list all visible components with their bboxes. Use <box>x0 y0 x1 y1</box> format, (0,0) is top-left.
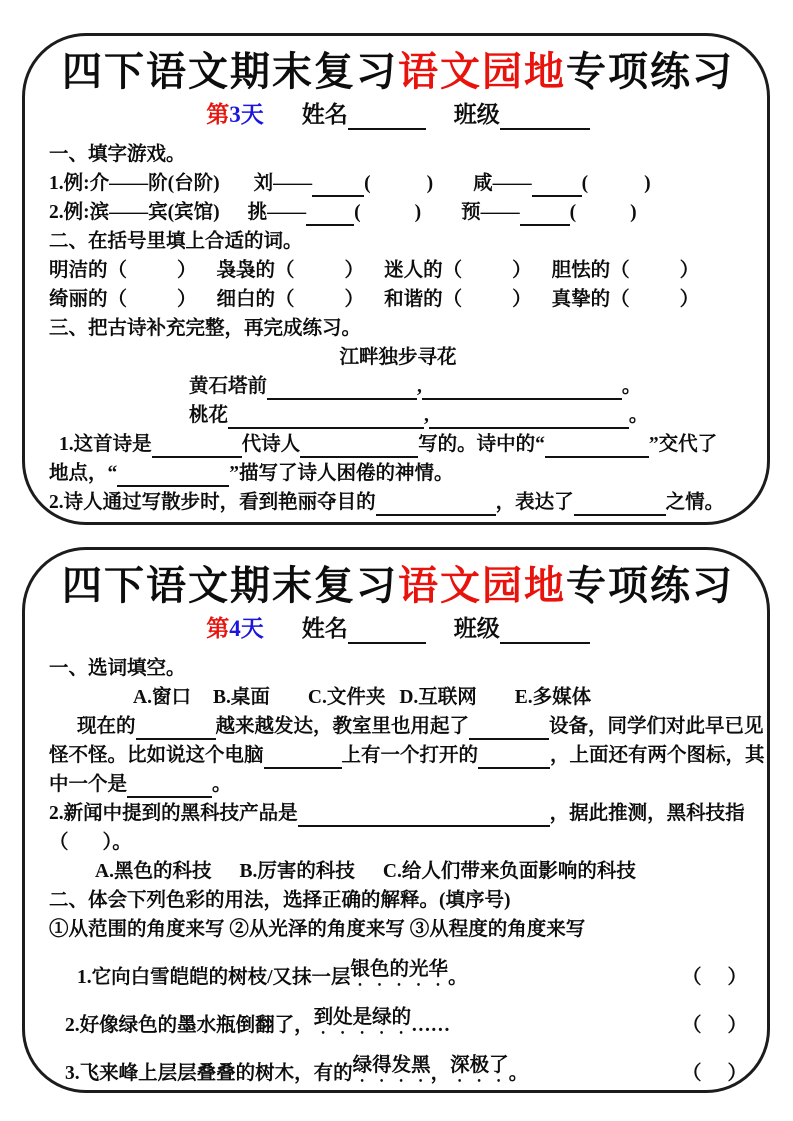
text-run: 专项练习 <box>566 563 734 608</box>
line-main <box>49 772 232 798</box>
text-run: ”交代了 <box>648 434 718 455</box>
text-run: ， <box>430 1063 451 1084</box>
text-run: 2.好像绿色的墨水瓶倒翻了， <box>65 1015 314 1036</box>
text-run: ）。 <box>102 832 132 853</box>
line-main <box>339 345 456 371</box>
text-run: （ <box>681 1063 702 1084</box>
text-run: 一、填字游戏。 <box>49 144 186 165</box>
fill-blank <box>422 378 622 400</box>
line-main <box>49 200 637 226</box>
worksheet-line <box>49 316 747 342</box>
fill-blank <box>312 175 364 197</box>
line-main <box>49 917 585 943</box>
fill-blank <box>348 618 426 644</box>
text-run: ①从范围的角度来写 ②从光泽的角度来写 ③从程度的角度来写 <box>49 919 586 940</box>
fill-blank <box>478 747 550 769</box>
page-title <box>49 48 747 96</box>
worksheet-line <box>49 917 747 943</box>
text-run: 四下语文期末复习 <box>62 49 398 94</box>
text-run: B.桌面 <box>212 687 270 708</box>
subtitle-line <box>49 614 747 644</box>
text-run: ） <box>177 289 197 310</box>
worksheet-line <box>49 1053 747 1087</box>
text-run: 二、在括号里填上合适的词。 <box>49 231 303 252</box>
line-main <box>49 830 132 856</box>
text-run: ） <box>727 1063 747 1084</box>
line-main <box>133 685 591 711</box>
text-run: 。 <box>508 1063 529 1084</box>
worksheet-line <box>49 1005 747 1039</box>
text-run: C.给人们带来负面影响的科技 <box>382 861 636 882</box>
worksheet-line <box>49 142 747 168</box>
text-run: ） <box>679 260 700 281</box>
line-main <box>49 743 765 769</box>
line-main <box>49 461 454 487</box>
text-run: 第 <box>206 102 230 127</box>
text-run: 挑—— <box>247 202 307 223</box>
fill-blank <box>500 104 590 130</box>
fill-blank <box>264 747 342 769</box>
worksheet-line <box>49 461 747 487</box>
text-run: A.窗口 <box>133 687 191 708</box>
fill-blank <box>348 104 426 130</box>
text-run: ） <box>344 260 365 281</box>
worksheet-line <box>49 200 747 226</box>
fill-blank <box>500 618 590 644</box>
worksheet-line <box>49 403 747 429</box>
text-run: C.文件夹 <box>307 687 386 708</box>
fill-blank <box>532 175 582 197</box>
text-run: 上有一个打开的 <box>341 745 479 766</box>
line-main <box>49 142 186 168</box>
text-run: , <box>417 376 422 397</box>
text-run: 2.诗人通过写散步时，看到艳丽夺目的 <box>49 492 376 513</box>
text-run: 二、体会下列色彩的用法，选择正确的解释。(填序号) <box>49 890 511 911</box>
text-run: 2.例:滨——宾(宾馆) <box>49 202 220 223</box>
text-run: 真挚的（ <box>551 289 630 310</box>
text-run: 专项练习 <box>566 49 734 94</box>
subtitle-line <box>49 100 747 130</box>
text-run: 。 <box>628 405 649 426</box>
worksheet-line <box>49 287 747 313</box>
text-run: 班级 <box>453 616 500 641</box>
worksheet-line <box>49 772 747 798</box>
fill-blank <box>300 436 418 458</box>
text-run: 代诗人 <box>241 434 301 455</box>
text-run: 胆怯的（ <box>551 260 630 281</box>
text-run: ） <box>727 1015 747 1036</box>
emphasized-text: 深极了 <box>450 1055 509 1076</box>
text-run: 一、选词填空。 <box>49 658 186 679</box>
text-run: 3天 <box>229 102 264 127</box>
text-run: ） <box>344 289 365 310</box>
text-run: 之情。 <box>665 492 725 513</box>
worksheet-line <box>49 490 747 516</box>
worksheet-card-day3 <box>22 33 770 525</box>
line-main <box>49 888 511 914</box>
worksheet-line <box>49 685 747 711</box>
text-run: ) <box>414 202 422 223</box>
fill-blank <box>545 436 649 458</box>
text-run: 4天 <box>229 616 264 641</box>
line-main <box>49 801 745 827</box>
text-run: 语文园地 <box>398 563 566 608</box>
text-run: ) <box>644 173 651 194</box>
text-run: 黄石塔前 <box>189 376 268 397</box>
text-run: ，表达了 <box>495 492 574 513</box>
text-run: 刘—— <box>253 173 313 194</box>
worksheet-line <box>49 345 747 371</box>
fill-blank <box>127 776 212 798</box>
worksheet-line <box>49 830 747 856</box>
text-run: ） <box>512 260 532 281</box>
text-run: 绮丽的（ <box>49 289 128 310</box>
emphasized-text: 绿得发黑 <box>352 1055 431 1076</box>
text-run: ） <box>679 289 700 310</box>
text-run: ( <box>569 202 577 223</box>
text-run: 1.它向白雪皑皑的树枝/又抹一层 <box>77 967 351 988</box>
text-run: , <box>424 405 429 426</box>
text-run: 3.飞来峰上层层叠叠的树木，有的 <box>65 1063 353 1084</box>
text-run: D.互联网 <box>399 687 477 708</box>
fill-blank <box>228 407 424 429</box>
text-run: 。 <box>212 774 232 795</box>
text-run: ） <box>177 260 197 281</box>
worksheet-line <box>49 656 747 682</box>
text-run: 细白的（ <box>216 289 295 310</box>
worksheet-line <box>49 888 747 914</box>
fill-blank <box>298 805 550 827</box>
text-run: 四下语文期末复习 <box>62 563 398 608</box>
text-run: ) <box>630 202 637 223</box>
text-run: 姓名 <box>301 102 348 127</box>
worksheet-line <box>49 258 747 284</box>
worksheet-line <box>49 957 747 991</box>
fill-blank <box>306 204 354 226</box>
text-run: ) <box>426 173 434 194</box>
text-run: 江畔独步寻花 <box>339 347 457 368</box>
text-run: 1.例:介——阶(台阶) <box>49 173 220 194</box>
fill-blank <box>429 407 629 429</box>
text-run: 越来越发达，教室里也用起了 <box>215 716 470 737</box>
text-run: E.多媒体 <box>514 687 592 708</box>
text-run: 。 <box>621 376 642 397</box>
text-run: （ <box>681 967 702 988</box>
line-main <box>49 171 651 197</box>
fill-blank <box>376 494 496 516</box>
text-run: ） <box>512 289 532 310</box>
text-run: 第 <box>206 616 230 641</box>
line-main <box>95 859 636 885</box>
text-run: A.黑色的科技 <box>95 861 212 882</box>
text-run: ，上面还有两个图标，其 <box>550 745 765 766</box>
text-run: 。 <box>448 967 468 988</box>
line-main <box>77 957 468 991</box>
worksheet-card-day4 <box>22 547 770 1093</box>
emphasized-text: 银色的光华 <box>350 959 449 980</box>
text-run: 怪不怪。比如说这个电脑 <box>49 745 264 766</box>
worksheet-line <box>49 171 747 197</box>
text-run: 1.这首诗是 <box>59 434 152 455</box>
worksheet-line <box>49 229 747 255</box>
line-main <box>65 1005 450 1039</box>
text-run: ，据此推测，黑科技指 <box>549 803 745 824</box>
text-run: 地点，“ <box>49 463 118 484</box>
text-run: ( <box>354 202 361 223</box>
answer-parens <box>682 965 747 991</box>
text-run: 袅袅的（ <box>216 260 295 281</box>
line-main <box>49 490 724 516</box>
line-main <box>189 403 648 429</box>
text-run: 明洁的（ <box>49 260 128 281</box>
worksheet-line <box>49 374 747 400</box>
text-run: ） <box>727 967 747 988</box>
worksheet-line <box>49 432 747 458</box>
fill-blank <box>469 718 549 740</box>
line-main <box>49 656 186 682</box>
line-main <box>189 374 641 400</box>
fill-blank <box>117 465 229 487</box>
text-run: 姓名 <box>301 616 348 641</box>
fill-blank <box>574 494 666 516</box>
line-main <box>49 258 699 284</box>
line-main <box>49 229 303 255</box>
text-run: 班级 <box>453 102 500 127</box>
worksheet-line <box>49 801 747 827</box>
worksheet-line <box>49 743 765 769</box>
page-title <box>49 562 747 610</box>
text-run: 2.新闻中提到的黑科技产品是 <box>49 803 298 824</box>
fill-blank <box>152 436 242 458</box>
answer-parens <box>682 1061 747 1087</box>
answer-parens <box>682 1013 747 1039</box>
worksheet-line <box>49 859 747 885</box>
line-main <box>49 316 361 342</box>
text-run: 桃花 <box>189 405 229 426</box>
text-run: ( <box>364 173 371 194</box>
fill-blank <box>267 378 417 400</box>
emphasized-text: 到处是绿的 <box>313 1007 412 1028</box>
worksheet-line <box>49 714 764 740</box>
text-run: 中一个是 <box>49 774 128 795</box>
text-run: 设备，同学们对此早已见 <box>549 716 764 737</box>
line-main <box>77 714 764 740</box>
text-run: 咸—— <box>473 173 532 194</box>
text-run: …… <box>411 1015 451 1036</box>
text-run: 三、把古诗补充完整，再完成练习。 <box>49 318 362 339</box>
fill-blank <box>520 204 570 226</box>
line-main <box>49 287 699 313</box>
text-run: B.厉害的科技 <box>239 861 355 882</box>
text-run: 现在的 <box>77 716 136 737</box>
text-run: ”描写了诗人困倦的神情。 <box>229 463 454 484</box>
text-run: 迷人的（ <box>384 260 463 281</box>
text-run: 语文园地 <box>398 49 566 94</box>
text-run: 和谐的（ <box>384 289 463 310</box>
line-main <box>65 1053 528 1087</box>
fill-blank <box>136 718 216 740</box>
text-run: （ <box>681 1015 702 1036</box>
text-run: （ <box>49 832 69 853</box>
line-main <box>59 432 717 458</box>
text-run: ( <box>581 173 589 194</box>
text-run: 写的。诗中的“ <box>418 434 545 455</box>
text-run: 预—— <box>461 202 520 223</box>
